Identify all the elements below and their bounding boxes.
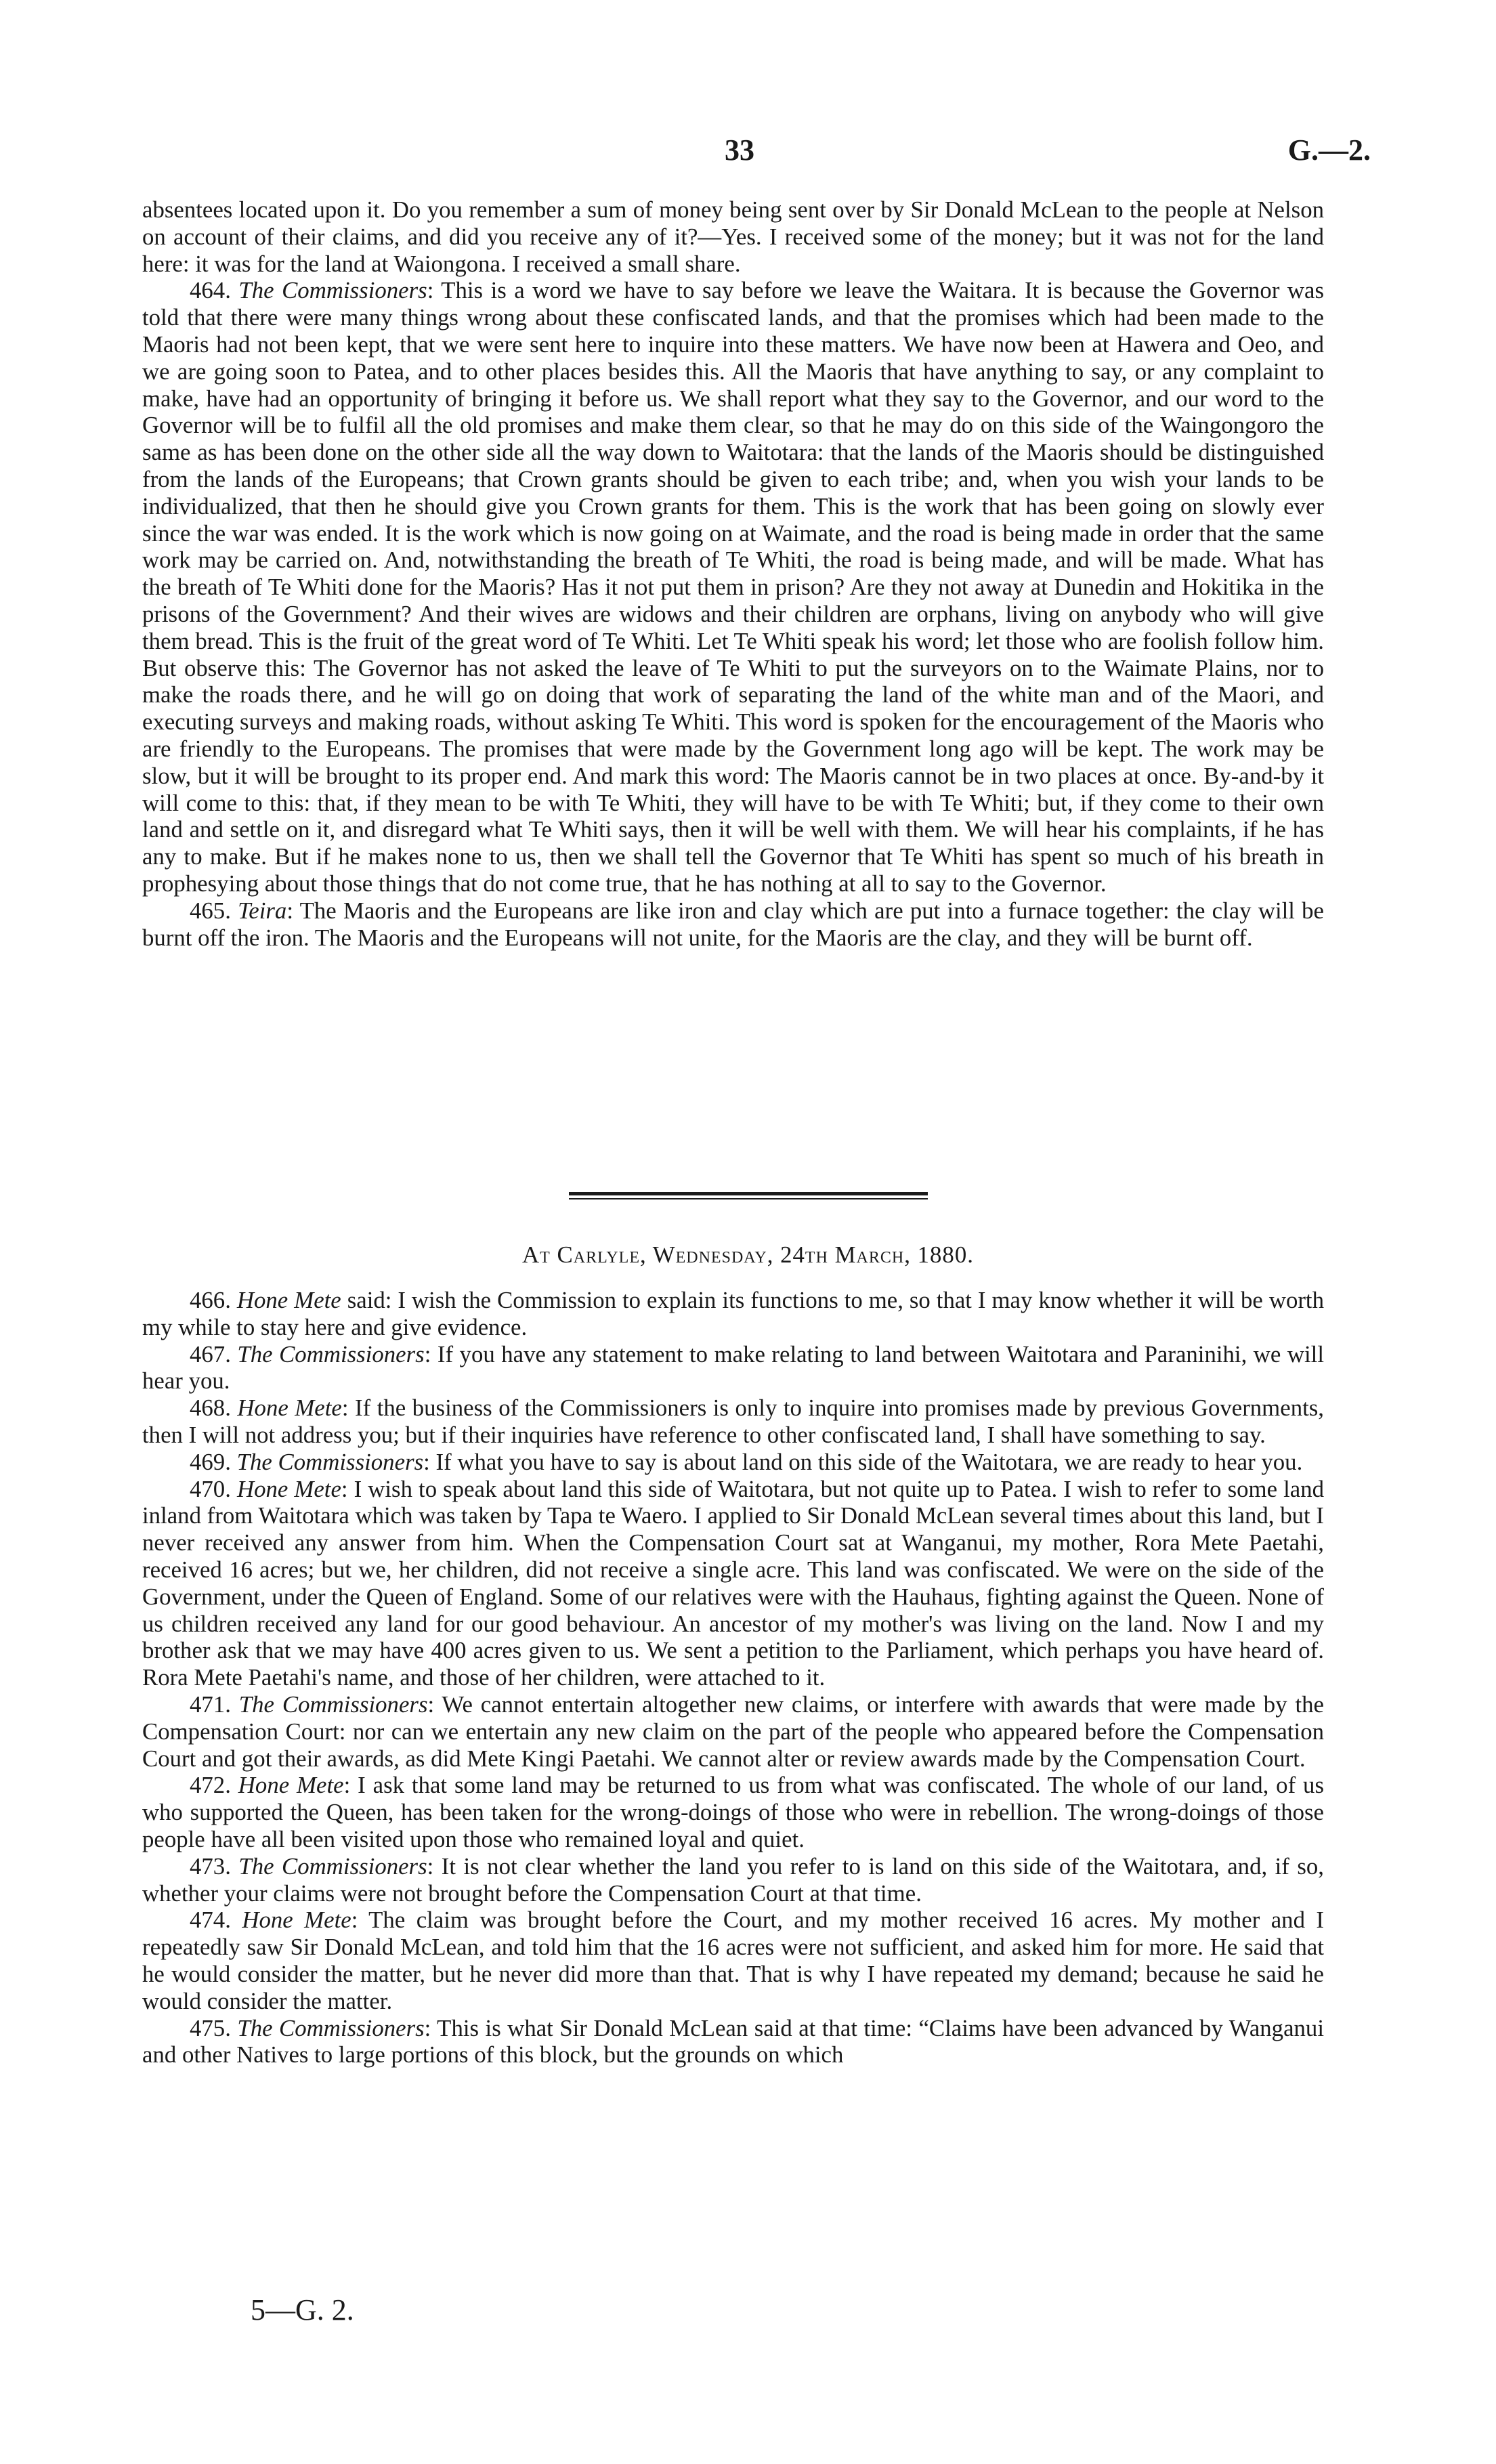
- paragraph-number: 473.: [190, 1852, 231, 1879]
- page-number: 33: [725, 133, 754, 167]
- paragraph-469: [142, 1449, 1324, 1476]
- speaker-name: Hone Mete: [236, 1475, 341, 1502]
- paragraph-468: [142, 1395, 1324, 1449]
- paragraph-text: : I ask that some land may be returned to us from what was confiscated. The whole of our land, of us who supported the Queen, has been taken for the wrong-doings of those who were in rebellion. The wrong-doings of those people have all been visited upon those who remained loyal and quiet.: [142, 1772, 1324, 1852]
- continuation-paragraph: [142, 196, 1324, 277]
- paragraph-number: 472.: [190, 1772, 231, 1799]
- speaker-name: The Commissioners: [237, 1340, 425, 1367]
- paragraph-text: said: I wish the Commission to explain its functions to me, so that I may know whether it will be worth my while to stay here and give evidence.: [142, 1287, 1324, 1340]
- section-divider: [569, 1192, 928, 1195]
- paragraph-474: [142, 1907, 1324, 2014]
- paragraph-number: 467.: [190, 1340, 231, 1367]
- paragraph-text: : If you have any statement to make relating to land between Waitotara and Paraninihi, we will hear you.: [142, 1340, 1324, 1395]
- paragraph-number: 464.: [190, 277, 231, 304]
- paragraph-475: [142, 2015, 1324, 2069]
- paragraph-text: : We cannot entertain altogether new claims, or interfere with awards that were made by the Compensation Court: nor can we entertain any new claim on the part of the people who appeared before the Compensation Court and got their awards, as did Mete Kingi Paetahi. We cannot alter or review awards made by the Compensation Court.: [142, 1691, 1324, 1772]
- speaker-name: Hone Mete: [242, 1907, 351, 1934]
- paragraph-473: [142, 1853, 1324, 1907]
- paragraph-471: [142, 1691, 1324, 1772]
- paragraph-text: : This is what Sir Donald McLean said at that time: “Claims have been advanced by Wanganui and other Natives to large portions of this block, but the grounds on which: [142, 2014, 1324, 2068]
- speaker-name: The Commissioners: [238, 1852, 427, 1879]
- paragraph-number: 471.: [190, 1691, 231, 1718]
- paragraph-text: : If what you have to say is about land on this side of the Waitotara, we are ready to hear you.: [423, 1448, 1303, 1475]
- paragraph-465: [142, 897, 1324, 952]
- top-text-block: [142, 196, 1324, 951]
- paragraph-text: : The claim was brought before the Court, and my mother received 16 acres. My mother and I repeatedly saw Sir Donald McLean, and told him that the 16 acres were not sufficient, and asked him for more. He said that he would consider the matter, but he never did more than that. That is why I have repeated my demand; because he said he would consider the matter.: [142, 1907, 1324, 2014]
- paragraph-number: 470.: [190, 1475, 231, 1502]
- paragraph-number: 469.: [190, 1448, 231, 1475]
- paragraph-number: 468.: [190, 1395, 231, 1422]
- paragraph-472: [142, 1772, 1324, 1852]
- speaker-name: The Commissioners: [238, 1691, 428, 1718]
- paragraph-number: 465.: [190, 897, 231, 924]
- paragraph-470: [142, 1476, 1324, 1691]
- paragraph-text: : If the business of the Commissioners is only to inquire into promises made by previous Governments, then I will not address you; but if their inquiries have reference to other confiscated land, I shall have something to say.: [142, 1395, 1324, 1448]
- paragraph-466: [142, 1287, 1324, 1341]
- speaker-name: The Commissioners: [237, 2014, 425, 2041]
- printer-signature: 5—G. 2.: [251, 2293, 354, 2327]
- section-heading: At Carlyle, Wednesday, 24th March, 1880.: [522, 1241, 974, 1268]
- paragraph-text: : It is not clear whether the land you refer to is land on this side of the Waitotara, and, if so, whether your claims were not brought before the Compensation Court at that time.: [142, 1852, 1324, 1907]
- speaker-name: Teira: [238, 897, 287, 924]
- paragraph-text: : I wish to speak about land this side of Waitotara, but not quite up to Patea. I wish to refer to some land inland from Waitotara which was taken by Tapa te Waero. I applied to Sir Donald McLean several times about this land, but I never received any answer from him. When the Compensation Court sat at Wanganui, my mother, Rora Mete Paetahi, received 16 acres; but we, her children, did not receive a single acre. This land was confiscated. We were on the side of the Government, under the Queen of England. Some of our relatives were with the Hauhaus, fighting against the Queen. None of us children received any land for our good behaviour. An ancestor of my mother's was living on the land. Now I and my brother ask that we may have 400 acres given to us. We sent a petition to the Parliament, which perhaps you have heard of. Rora Mete Paetahi's name, and those of her children, were attached to it.: [142, 1475, 1324, 1691]
- bottom-text-block: [142, 1287, 1324, 2068]
- speaker-name: Hone Mete: [236, 1287, 341, 1313]
- series-code: G.—2.: [1287, 133, 1371, 167]
- speaker-name: The Commissioners: [238, 277, 427, 304]
- speaker-name: The Commissioners: [236, 1448, 424, 1475]
- paragraph-467: [142, 1341, 1324, 1395]
- speaker-name: Hone Mete: [238, 1772, 344, 1799]
- paragraph-text: : This is a word we have to say before we leave the Waitara. It is because the Governor was told that there were many things wrong about these confiscated lands, and that the promises which had been made to the Maoris had not been kept, that we were sent here to inquire into these matters. We have now been at Hawera and Oeo, and we are going soon to Patea, and to other places besides this. All the Maoris that have anything to say, or any complaint to make, have had an opportunity of bringing it before us. We shall report what they say to the Governor, and our word to the Governor will be to fulfil all the old promises and make them clear, so that he may do on this side of the Waingongoro the same as has been done on the other side all the way down to Waitotara: that the lands of the Maoris should be distinguished from the lands of the Europeans; that Crown grants should be given to each tribe; and, when you wish your lands to be individualized, that then he should give you Crown grants for them. This is the work that has been going on slowly ever since the war was ended. It is the work which is now going on at Waimate, and the road is being made in order that the same work may be carried on. And, notwithstanding the breath of Te Whiti, the road is being made, and will be made. What has the breath of Te Whiti done for the Maoris? Has it not put them in prison? Are they not away at Dunedin and Hokitika in the prisons of the Government? And their wives are widows and their children are orphans, living on anybody who will give them bread. This is the fruit of the great word of Te Whiti. Let Te Whiti speak his word; let those who are foolish follow him. But observe this: The Governor has not asked the leave of Te Whiti to put the surveyors on to the Waimate Plains, nor to make the roads there, and he will go on doing that work of separating the land of the white man and of the Maori, and executing surveys and making roads, without asking Te Whiti. This word is spoken for the encouragement of the Maoris who are friendly to the Europeans. The promises that were made by the Government long ago will be kept. The work may be slow, but it will be brought to its proper end. And mark this word: The Maoris cannot be in two places at once. By-and-by it will come to this: that, if they mean to be with Te Whiti, they will have to be with Te Whiti; but, if they come to their own land and settle on it, and disregard what Te Whiti says, then it will be well with them. We will hear his complaints, if he has any to make. But if he makes none to us, then we shall tell the Governor that Te Whiti has spent so much of his breath in prophesying about those things that do not come true, that he has nothing at all to say to the Governor.: [142, 277, 1325, 897]
- paragraph-number: 466.: [190, 1287, 231, 1313]
- paragraph-text: absentees located upon it. Do you remember a sum of money being sent over by Sir Donald McLean to the people at Nelson on account of their claims, and did you receive any of it?—Yes. I received some of the money; but it was not for the land here: it was for the land at Waiongona. I received a small share.: [142, 196, 1324, 277]
- paragraph-text: : The Maoris and the Europeans are like iron and clay which are put into a furnace together: the clay will be burnt off the iron. The Maoris and the Europeans will not unite, for the Maoris are the clay, and they will be burnt off.: [142, 897, 1324, 951]
- paragraph-464: [142, 277, 1324, 897]
- paragraph-number: 474.: [190, 1907, 231, 1934]
- speaker-name: Hone Mete: [237, 1395, 342, 1422]
- paragraph-number: 475.: [190, 2014, 231, 2041]
